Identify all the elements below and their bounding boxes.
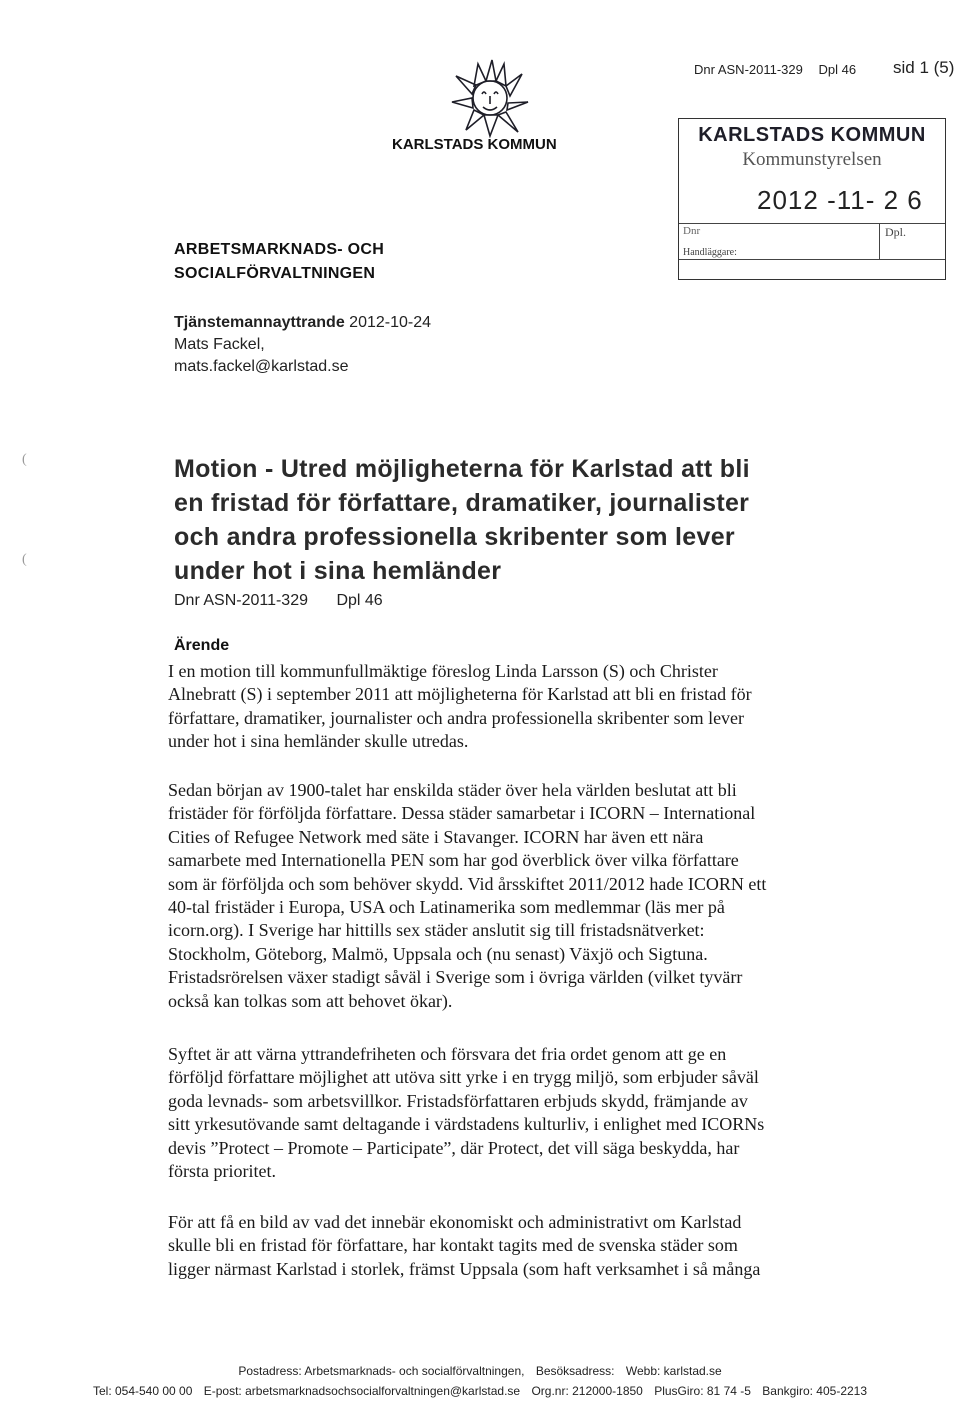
text-line: goda levnads- som arbetsvillkor. Fristadsförfattaren erbjuds skydd, främjande av — [168, 1090, 748, 1111]
text-line: under hot i sina hemländer skulle utredas. — [168, 731, 469, 752]
section-heading: Ärende — [174, 637, 230, 654]
title-dnr: Dnr ASN-2011-329 — [174, 592, 308, 609]
footer-contact-line — [0, 1384, 960, 1398]
department-line: ARBETSMARKNADS- OCH — [174, 241, 385, 258]
stamp-handlaggare-label: Handläggare: — [683, 247, 737, 258]
sun-face-logo-icon — [442, 58, 538, 138]
footer-besoksadress: Besöksadress: — [535, 1364, 615, 1378]
title-reference — [174, 592, 407, 610]
stamp-date: 2012 -11- 2 6 — [757, 185, 923, 215]
text-line: Sedan början av 1900-talet har enskilda städer över hela världen beslutat att bli — [168, 780, 737, 800]
title-line: och andra professionella skribenter som lever — [174, 523, 735, 551]
document-title — [174, 452, 874, 588]
text-line: Alnebratt (S) i september 2011 att möjligheterna för Karlstad att bli en fristad för — [168, 684, 752, 705]
dpl-number: Dpl 46 — [818, 62, 857, 77]
stamp-title: KARLSTADS KOMMUN — [698, 124, 926, 146]
stamp-dnr-label: Dnr — [683, 225, 701, 237]
footer-webb: Webb: karlstad.se — [625, 1364, 722, 1378]
text-line: Syftet är att värna yttrandefriheten och försvara det fria ordet genom att ge en — [168, 1044, 727, 1064]
text-line: Cities of Refugee Network med säte i Stavanger. ICORN har även ett nära — [168, 826, 704, 847]
text-line: Stockholm, Göteborg, Malmö, Uppsala och (nu senast) Växjö och Sigtuna. — [168, 943, 708, 964]
stamp-divider — [879, 223, 880, 259]
document-type: Tjänstemannayttrande — [174, 314, 345, 331]
text-line: fristäder för förföljda författare. Dessa städer samarbetar i ICORN – International — [168, 803, 756, 824]
text-line: I en motion till kommunfullmäktige föreslog Linda Larsson (S) och Christer — [168, 661, 718, 681]
footer-postadress: Postadress: Arbetsmarknads- och socialförvaltningen, — [238, 1364, 525, 1378]
footer-bankgiro: Bankgiro: 405-2213 — [762, 1384, 868, 1398]
stamp-divider — [679, 223, 945, 224]
title-line: en fristad för författare, dramatiker, journalister — [174, 489, 750, 517]
text-line: ligger närmast Karlstad i storlek, främst Uppsala (som haft verksamhet i så många — [168, 1258, 761, 1279]
title-dpl: Dpl 46 — [336, 592, 383, 609]
text-line: samarbete med Internationella PEN som har god överblick över vilka författare — [168, 850, 739, 871]
margin-mark: ( — [22, 552, 27, 567]
text-line: sitt yrkesutövande samt deltagande i värdstadens kulturliv, i enlighet med ICORNs — [168, 1114, 765, 1135]
footer-address-line — [0, 1364, 960, 1378]
text-line: Fristadsrörelsen växer stadigt såväl i Sverige som i övriga världen (vilket tyvärr — [168, 967, 743, 988]
footer-email: E-post: arbetsmarknadsochsocialforvaltningen@karlstad.se — [203, 1384, 521, 1398]
paragraph-4 — [168, 1211, 808, 1281]
paragraph-1 — [168, 660, 808, 754]
department-name — [174, 238, 384, 286]
text-line: För att få en bild av vad det innebär ekonomiskt och administrativt om Karlstad — [168, 1212, 742, 1232]
margin-mark: ( — [22, 452, 27, 467]
text-line: förföljd författare möjlighet att utöva sitt yrke i en trygg miljö, som erbjuder såväl — [168, 1067, 759, 1088]
footer-tel: Tel: 054-540 00 00 — [92, 1384, 193, 1398]
org-name: KARLSTADS KOMMUN — [392, 136, 557, 153]
text-line: 40-tal fristäder i Europa, USA och Latinamerika som medlemmar (läs mer på — [168, 897, 725, 918]
author-name: Mats Fackel, — [174, 336, 265, 353]
text-line: också kan tolkas som att behovet ökar). — [168, 990, 453, 1011]
paragraph-3 — [168, 1043, 808, 1183]
paragraph-2 — [168, 779, 808, 1013]
text-line: devis ”Protect – Promote – Participate”, där Protect, det vill säga beskydda, har — [168, 1137, 740, 1158]
stamp-divider — [679, 259, 945, 260]
footer-orgnr: Org.nr: 212000-1850 — [531, 1384, 643, 1398]
text-line: icorn.org). I Sverige har hittills sex städer anslutit sig till fristadsnätverket: — [168, 920, 705, 941]
document-date: 2012-10-24 — [349, 314, 432, 331]
text-line: som är förföljda och som behöver skydd. Vid årsskiftet 2011/2012 hade ICORN ett — [168, 873, 767, 894]
received-stamp — [678, 118, 946, 280]
stamp-dpl-label: Dpl. — [885, 225, 906, 239]
department-line: SOCIALFÖRVALTNINGEN — [174, 265, 376, 282]
page-number: sid 1 (5) — [893, 58, 955, 77]
title-line: Motion - Utred möjligheterna för Karlstad att bli — [174, 455, 750, 483]
title-line: under hot i sina hemländer — [174, 557, 502, 585]
author-block — [174, 312, 431, 378]
stamp-subtitle: Kommunstyrelsen — [742, 149, 882, 170]
text-line: skulle bli en fristad för författare, har kontakt tagits med de svenska städer som — [168, 1235, 738, 1256]
author-email: mats.fackel@karlstad.se — [174, 358, 349, 375]
text-line: författare, dramatiker, journalister och andra professionella skribenter som lever — [168, 707, 745, 728]
document-reference — [694, 62, 868, 77]
dnr-number: Dnr ASN-2011-329 — [694, 62, 803, 77]
text-line: första prioritet. — [168, 1161, 276, 1182]
footer-plusgiro: PlusGiro: 81 74 -5 — [654, 1384, 751, 1398]
